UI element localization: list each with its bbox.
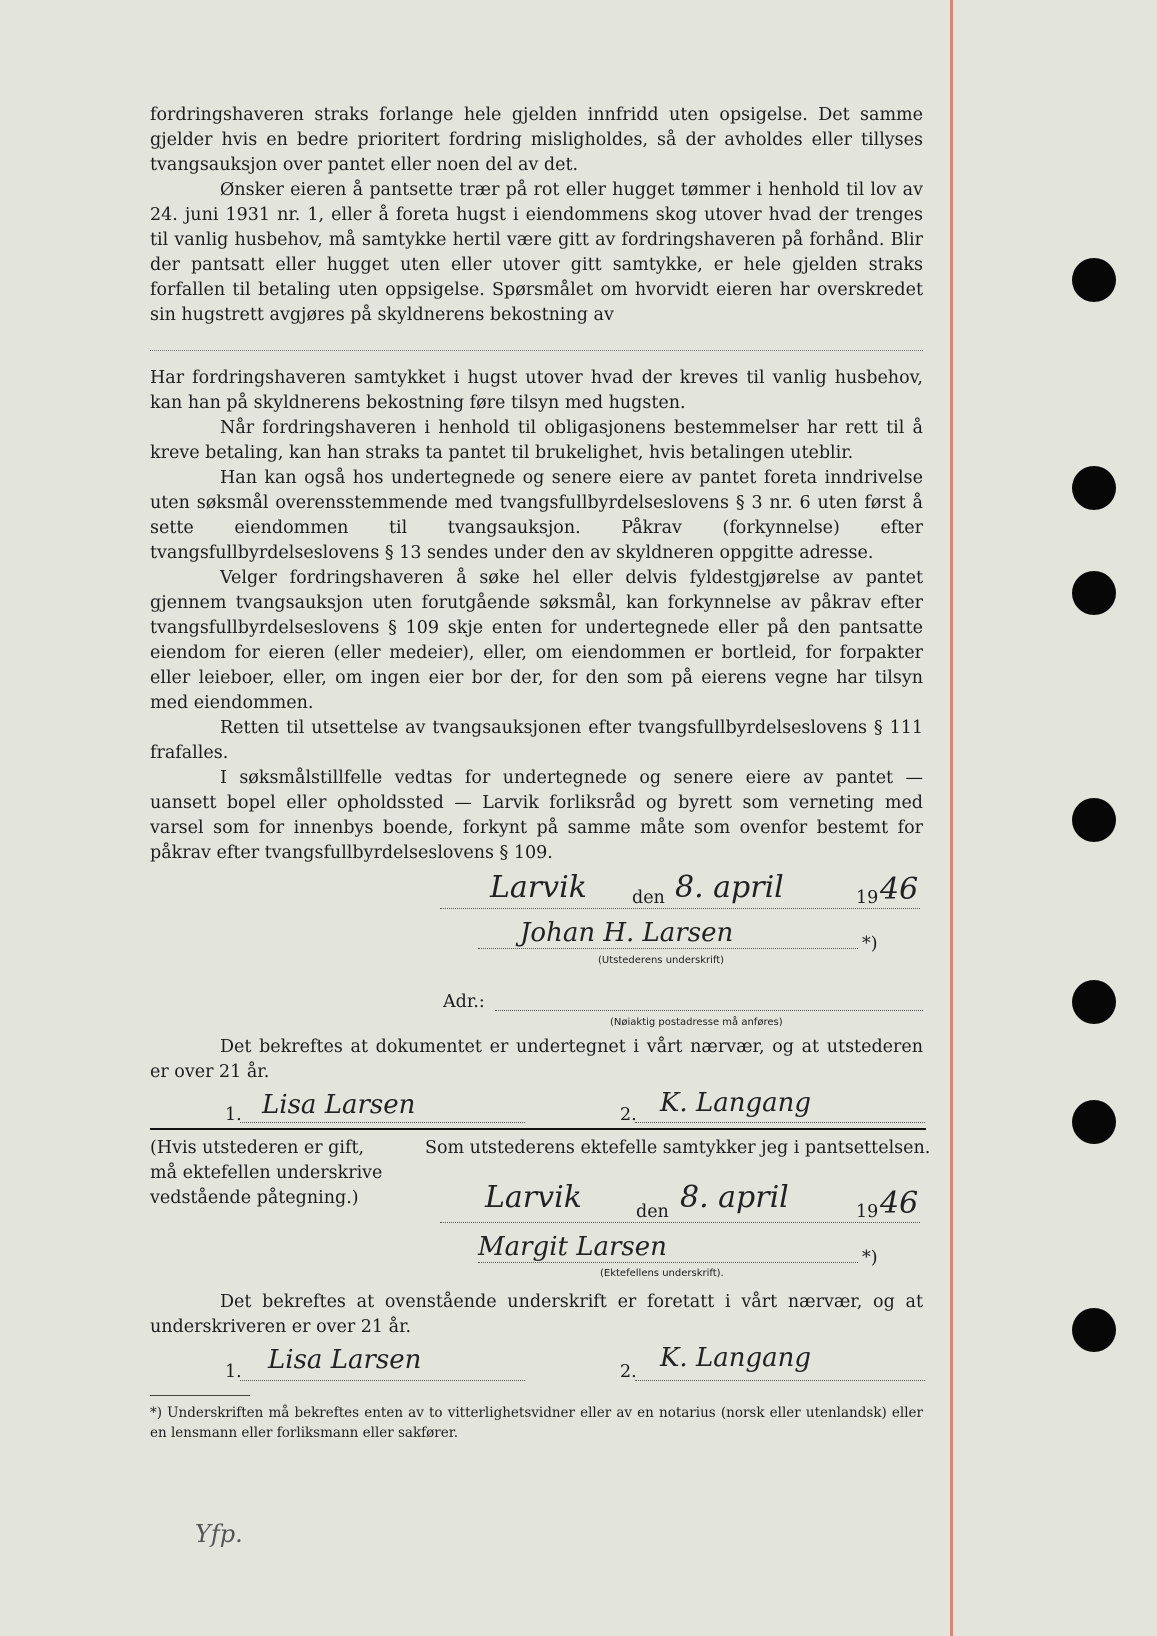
witness-label: 1. [225,1105,242,1125]
issuer-date: 8. april [675,870,784,905]
paragraph: Har fordringshaveren samtykket i hugst utover hvad der kreves til vanlig husbehov, kan han på skyldnerens bekostning føre tilsyn med hugsten. [150,368,923,413]
main-text-block [150,366,923,866]
paragraph: I søksmålstillfelle vedtas for undertegnede og senere eiere av pantet — uansett bopel eller opholdssted — Larvik forliksråd og byrett som verneting med varsel som for innenbys boende, forkynt på samme måte som ovenfor bestemt for påkrav efter tvangsfullbyrdelseslovens § 109. [150,768,923,863]
spouse-place: Larvik [485,1180,582,1215]
asterisk: *) [862,1248,878,1268]
witness-statement-text: Det bekreftes at dokumentet er undertegnet i vårt nærvær, og at utstederen er over 21 år. [150,1037,923,1082]
issuer-signature: Johan H. Larsen [520,918,734,948]
issuer-signature-line [478,948,858,949]
address-line [495,1010,923,1011]
signature-caption: (Utstederens underskrift) [598,955,725,966]
punch-hole [1072,258,1116,302]
paragraph: Når fordringshaveren i henhold til obligasjonens bestemmelser har rett til å kreve betaling, kan han straks ta pantet til brukelighet, hvis betalingen uteblir. [150,418,923,463]
paragraph: Han kan også hos undertegnede og senere eiere av pantet foreta inndrivelse uten søksmål overensstemmende med tvangsfullbyrdelseslovens § 3 nr. 6 uten først å sette eiendommen til tvangsauksjon. Påkrav (forkynnelse) efter tvangsfullbyrdelseslovens § 13 sendes under den av skyldneren oppgitte adresse. [150,468,923,563]
issuer-place: Larvik [490,870,587,905]
asterisk: *) [862,934,878,954]
spouse-year: 46 [880,1186,919,1221]
red-margin-line [950,0,953,1636]
corner-note: Yfp. [195,1520,243,1548]
footnote-rule [150,1395,250,1396]
witness-statement-text: Det bekreftes at ovenstående underskrift er foretatt i vårt nærvær, og at underskriveren er over 21 år. [150,1292,923,1337]
address-caption: (Nøiaktig postadresse må anføres) [610,1017,783,1028]
spouse-date: 8. april [680,1180,789,1215]
witness-label: 2. [620,1105,637,1125]
witness-line [240,1380,525,1381]
spouse-signature-line [478,1262,858,1263]
spouse-consent: Som utstederens ektefelle samtykker jeg i pantsettelsen. [425,1138,931,1158]
witness-label: 1. [225,1362,242,1382]
witness-line [635,1122,925,1123]
punch-hole [1072,466,1116,510]
issuer-year: 46 [880,872,919,907]
den-label: den [636,1202,669,1222]
witness-statement [150,1290,923,1340]
paragraph: Retten til utsettelse av tvangsauksjonen efter tvangsfullbyrdelseslovens § 111 frafalles. [150,718,923,763]
den-label: den [632,888,665,908]
witness-signature: K. Langang [660,1343,811,1373]
witness-signature: Lisa Larsen [268,1345,422,1375]
spouse-signature: Margit Larsen [478,1232,667,1262]
witness-line [240,1122,525,1123]
witness-signature: K. Langang [660,1088,811,1118]
section-rule [150,1128,926,1130]
paragraph: Velger fordringshaveren å søke hel eller delvis fyldestgjørelse av pantet gjennem tvangsauksjon uten forutgående søksmål, kan forkynnelse av påkrav efter tvangsfullbyrdelseslovens § 109 skje enten for undertegnede eller på den pantsatte eiendom for eieren (eller medeier), eller, om eiendommen er bortleid, for forpakter eller leieboer, eller, om ingen eier bor der, for den som på eierens vegne har tilsyn med eiendommen. [150,568,923,713]
year-prefix: 19 [856,1202,879,1222]
spouse-note-text: (Hvis utstederen er gift, må ektefellen underskrive vedstående påtegning.) [150,1138,383,1208]
paragraph: fordringshaveren straks forlange hele gjelden innfridd uten opsigelse. Det samme gjelder hvis en bedre prioritert fordring misligholdes, så der avholdes eller tillyses tvangsauksjon over pantet eller noen del av det. [150,105,923,175]
punch-hole [1072,571,1116,615]
address-label: Adr.: [443,992,485,1012]
place-date-line [440,908,920,909]
witness-signature: Lisa Larsen [262,1090,416,1120]
footnote: *) Underskriften må bekreftes enten av to vitterlighetsvidner eller av en notarius (norsk eller utenlandsk) eller en lensmann eller forliksmann eller sakfører. [150,1405,923,1441]
punch-hole [1072,1308,1116,1352]
witness-line [635,1380,925,1381]
punch-hole [1072,980,1116,1024]
dotted-separator [150,350,923,351]
witness-statement [150,1035,923,1085]
punch-hole [1072,798,1116,842]
punch-hole [1072,1100,1116,1144]
spouse-date-line [440,1222,920,1223]
spouse-note [150,1136,385,1211]
signature-caption: (Ektefellens underskrift). [600,1268,724,1279]
witness-label: 2. [620,1362,637,1382]
year-prefix: 19 [856,888,879,908]
top-text-block [150,103,923,328]
paragraph: Ønsker eieren å pantsette trær på rot eller hugget tømmer i henhold til lov av 24. juni 1931 nr. 1, eller å foreta hugst i eiendommens skog utover hvad der trenges til vanlig husbehov, må samtykke hertil være gitt av fordringshaveren på forhånd. Blir der pantsatt eller hugget uten eller utover gitt samtykke, er hele gjelden straks forfallen til betaling uten oppsigelse. Spørsmålet om hvorvidt eieren har overskredet sin hugstrett avgjøres på skyldnerens bekostning av [150,180,923,325]
